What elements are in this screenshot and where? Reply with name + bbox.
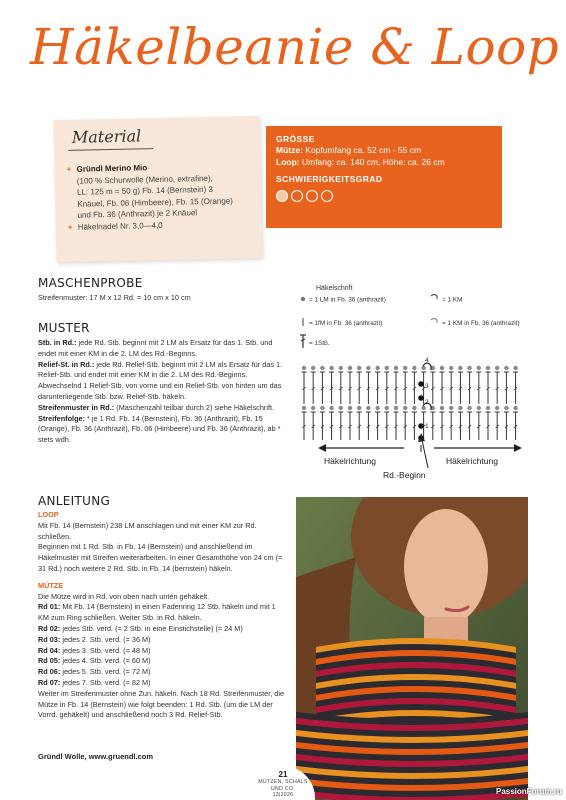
chain-stitch — [449, 366, 453, 370]
hat-row-label: Rd 06: — [38, 667, 61, 677]
round-start-arrow — [418, 433, 428, 468]
chain-stitch — [513, 366, 517, 370]
chain-stitch — [403, 366, 407, 370]
chain-stitch — [394, 406, 398, 410]
material-heading: Material — [71, 126, 142, 147]
size-hat-label: Mütze: — [276, 145, 303, 155]
muster-stb-text: jede Rd. Stb. beginnt mit 2 LM als Ersatz für das 1. Stb. und endet mit einer KM in die 2. LM des Rd.-Beginns. — [38, 338, 273, 358]
hat-row-label: Rd 01: — [38, 602, 61, 612]
slip-stitch-dark-icon — [431, 319, 437, 324]
hat-row-text: jedes 5. Stb. verd. (= 72 M) — [60, 667, 151, 677]
chain-stitch — [348, 366, 352, 370]
muster-relief — [38, 360, 288, 382]
material-list — [66, 160, 255, 233]
chain-stitch — [513, 406, 517, 410]
chain-stitch — [440, 366, 444, 370]
right-direction-arrow — [434, 444, 522, 452]
chain-stitch — [366, 406, 370, 410]
chain-stitch — [329, 366, 333, 370]
chain-stitch — [357, 366, 361, 370]
chain-stitch — [486, 366, 490, 370]
hat-row-text: jedes 4. Stb. verd. (= 60 M) — [60, 656, 151, 666]
round-start-dot — [418, 395, 424, 401]
chain-stitch — [495, 406, 499, 410]
chain-stitch — [357, 406, 361, 410]
chain-stitch — [495, 366, 499, 370]
muster-text — [38, 338, 288, 446]
size-hat-text: Kopfumfang ca. 52 cm - 55 cm — [302, 145, 422, 155]
watermark: PassionForum.ru — [496, 787, 562, 796]
muster-streifen-text: (Maschenzahl teilbar durch 2) siehe Häkelschrift. — [114, 402, 275, 412]
hat-row-label: Rd 03: — [38, 634, 61, 644]
size-box — [266, 126, 502, 228]
muster-folge — [38, 414, 288, 446]
chain-stitch — [412, 366, 416, 370]
chain-stitch — [339, 366, 343, 370]
muster-folge-text: * je 1 Rd. Fb. 14 (Bernstein), Fb. 36 (Anthrazit), Fb. 15 (Orange), Fb. 36 (Anthrazit), Fb. 06 (Himbeere) und Fb. 36 (Anthrazit), ab * stets wdh. — [38, 413, 281, 445]
chain-stitch — [412, 406, 416, 410]
page-title: Häkelbeanie & Loop — [30, 18, 560, 76]
round-start-dot — [418, 423, 424, 429]
muster-streifen-label: Streifenmuster in Rd.: — [38, 402, 115, 412]
hat-row — [38, 667, 288, 678]
hat-row-label: Rd 07: — [38, 677, 61, 687]
hat-heading: MÜTZE — [38, 580, 64, 590]
muster-streifen — [38, 403, 288, 414]
hat-row — [38, 678, 288, 689]
legend-item: = 1Stb. — [309, 340, 330, 347]
anleitung-heading: ANLEITUNG — [38, 494, 111, 508]
loop-text1: Mit Fb. 14 (Bernstein) 238 LM anschlagen und mit einer KM zur Rd. schließen. — [38, 520, 257, 541]
hat-row — [38, 635, 288, 646]
chain-stitch — [339, 406, 343, 410]
hat-row-text: jedes 3. Stb. verd. (= 48 M) — [60, 645, 151, 655]
size-heading: GRÖSSE — [276, 134, 315, 144]
difficulty-rating — [276, 190, 492, 202]
chain-stitch — [403, 406, 407, 410]
loop-heading: LOOP — [38, 510, 59, 519]
loop-text2: Beginnen mit 1 Rd. Stb. in Fb. 14 (Bernstein) und anschließend im Häkelmuster mit Streifen weiterarbeiten. In einer Gesamthöhe von 24 cm (= 31 Rd.) noch weitere 2 Rd. Stb. in Fb. 14 (bernstein) häkeln. — [38, 542, 283, 573]
hat-row-text: Mit Fb. 14 (Bernstein) in einen Fadenring 12 Stb. häkeln und mit 1 KM zum Ring schließen. Weiter Stb. in Rd. häkeln. — [38, 602, 276, 623]
chain-stitch — [302, 406, 306, 410]
hat-end: Weiter im Streifenmuster ohne Zun. häkeln. Nach 18 Rd. Streifenmuster, die Mütze in Fb. 14 (Bernstein) wie folgt beenden: 1 Rd. Stb. (um die LM der Vorrd. gehäkelt) und anschließend noch 3 Rd. Relief-Stb. — [38, 688, 285, 720]
page-badge — [251, 766, 315, 800]
chain-stitch — [311, 366, 315, 370]
size-loop-label: Loop: — [276, 157, 300, 167]
yarn-ball-icon — [321, 190, 333, 202]
yarn-line: und Fb. 36 (Anthrazit) je 2 Knäuel — [77, 208, 198, 220]
round-start-label: Rd.-Beginn — [383, 470, 426, 480]
product-photo — [296, 497, 528, 800]
slip-stitch-icon — [431, 295, 437, 300]
row-number: 4 — [425, 357, 429, 364]
yarn-name: Gründl Merino Mio — [76, 163, 148, 174]
size-hat — [276, 144, 492, 156]
yarn-ball-icon — [306, 190, 318, 202]
chain-stitch — [458, 406, 462, 410]
material-underline — [68, 148, 153, 151]
hat-row — [38, 624, 288, 635]
chain-stitch — [504, 406, 508, 410]
chain-stitch — [329, 406, 333, 410]
chain-stitch — [467, 406, 471, 410]
yarn-line: LL: 125 m = 50 g) Fb. 14 (Bernstein) 3 — [76, 184, 213, 197]
material-needle-item: + Häkelnadel Nr. 3,0—4,0 — [68, 217, 256, 232]
hat-row-text: jedes Stb. verd. (= 2 Stb. in eine Einstichstelle) (= 24 M) — [60, 623, 243, 633]
chain-stitch — [385, 366, 389, 370]
chain-stitch — [467, 366, 471, 370]
muster-relief2: Abwechselnd 1 Relief-Stb. von vorne und ein Relief-Stb. von hinten um das darunterliegende Stb. bzw. Relief-Stb. häkeln. — [38, 381, 282, 401]
muster-stb-label: Stb. in Rd.: — [38, 338, 77, 347]
material-card — [54, 116, 263, 262]
muster-relief-text: jede Rd. Relief-Stb. beginnt mit 2 LM als Ersatz für das 1. Relief-Stb. und endet mit einer KM in die 2. LM des Rd.-Beginns. — [38, 359, 283, 380]
hat-row — [38, 602, 288, 624]
striped-scarf — [296, 638, 528, 800]
hat-row — [38, 646, 288, 657]
chain-stitch — [477, 366, 481, 370]
chain-stitch — [449, 406, 453, 410]
magazine-name: MÜTZEN, SCHALS — [258, 779, 308, 785]
legend-item: = 1 KM in Fb. 36 (anthrazit) — [442, 320, 520, 327]
chain-stitch — [421, 406, 425, 410]
chain-stitch — [302, 366, 306, 370]
round-start-dot — [418, 381, 424, 387]
difficulty-heading: SCHWIERIGKEITSGRAD — [276, 174, 383, 184]
hat-row-label: Rd 04: — [38, 645, 61, 655]
row-number: 1 — [425, 423, 429, 430]
chain-stitch — [311, 406, 315, 410]
size-loop-text: Umfang: ca. 140 cm, Höhe: ca. 26 cm — [299, 157, 445, 167]
chain-stitch — [375, 406, 379, 410]
maschenprobe-text: Streifenmuster: 17 M x 12 Rd. = 10 cm x 10 cm — [38, 293, 191, 302]
yarn-ball-icon — [291, 190, 303, 202]
hat-row-label: Rd 05: — [38, 656, 61, 666]
chain-stitch — [477, 406, 481, 410]
chain-stitch — [320, 366, 324, 370]
left-direction-arrow — [318, 444, 404, 452]
hat-row-text: jedes 7. Stb. verd. (= 82 M) — [60, 677, 151, 687]
muster-folge-label: Streifenfolge: — [38, 413, 86, 423]
muster-relief-label: Relief-St. in Rd.: — [38, 359, 95, 369]
chain-stitch — [504, 366, 508, 370]
chain-stitch — [458, 366, 462, 370]
yarn-line: Knäuel, Fb. 06 (Himbeere), Fb. 15 (Orange) — [77, 195, 233, 209]
chart-heading: Häkelschrift — [316, 285, 353, 292]
yarn-ball-icon — [276, 190, 288, 202]
chain-stitch — [486, 406, 490, 410]
page-number: 21 — [278, 770, 288, 779]
anleitung-text — [38, 510, 288, 721]
muster-stb — [38, 338, 288, 360]
chain-stitch — [385, 406, 389, 410]
chain-stitch — [421, 366, 425, 370]
hat-row — [38, 656, 288, 667]
crochet-chart — [294, 280, 526, 470]
size-loop — [276, 156, 492, 168]
row-number: 2 — [425, 399, 429, 406]
chain-stitch-icon — [301, 297, 305, 301]
yarn-line: (100 % Schurwolle (Merino, extrafine), — [76, 173, 213, 186]
direction-label-left: Häkelrichtung — [324, 456, 376, 466]
hat-row-text: jedes 2. Stb. verd. (= 36 M) — [60, 634, 151, 644]
chain-stitch — [320, 406, 324, 410]
direction-label-right: Häkelrichtung — [446, 456, 498, 466]
chain-stitch — [366, 366, 370, 370]
chain-stitch — [394, 366, 398, 370]
stitch-grid — [302, 357, 519, 441]
credit-text: Gründl Wolle, www.gruendl.com — [38, 752, 154, 761]
hat-row-label: Rd 02: — [38, 623, 61, 633]
maschenprobe-heading: MASCHENPROBE — [38, 276, 143, 290]
legend-item: = 1fM in Fb. 36 (anthrazit) — [309, 320, 383, 327]
magazine-name-2: UND CO. — [270, 785, 295, 792]
chain-stitch — [375, 366, 379, 370]
double-crochet-icon — [300, 335, 306, 348]
hat-intro: Die Mütze wird in Rd. von oben nach unten gehäkelt. — [38, 591, 210, 601]
issue-number: 13|2026 — [272, 792, 294, 798]
legend-item: = 1 LM in Fb. 36 (anthrazit) — [309, 296, 386, 304]
legend-item: = 1 KM — [442, 296, 463, 304]
muster-heading: MUSTER — [38, 321, 90, 335]
row-number: 3 — [425, 383, 429, 390]
material-yarn-item — [66, 160, 255, 221]
chain-stitch — [348, 406, 352, 410]
chain-stitch — [440, 406, 444, 410]
